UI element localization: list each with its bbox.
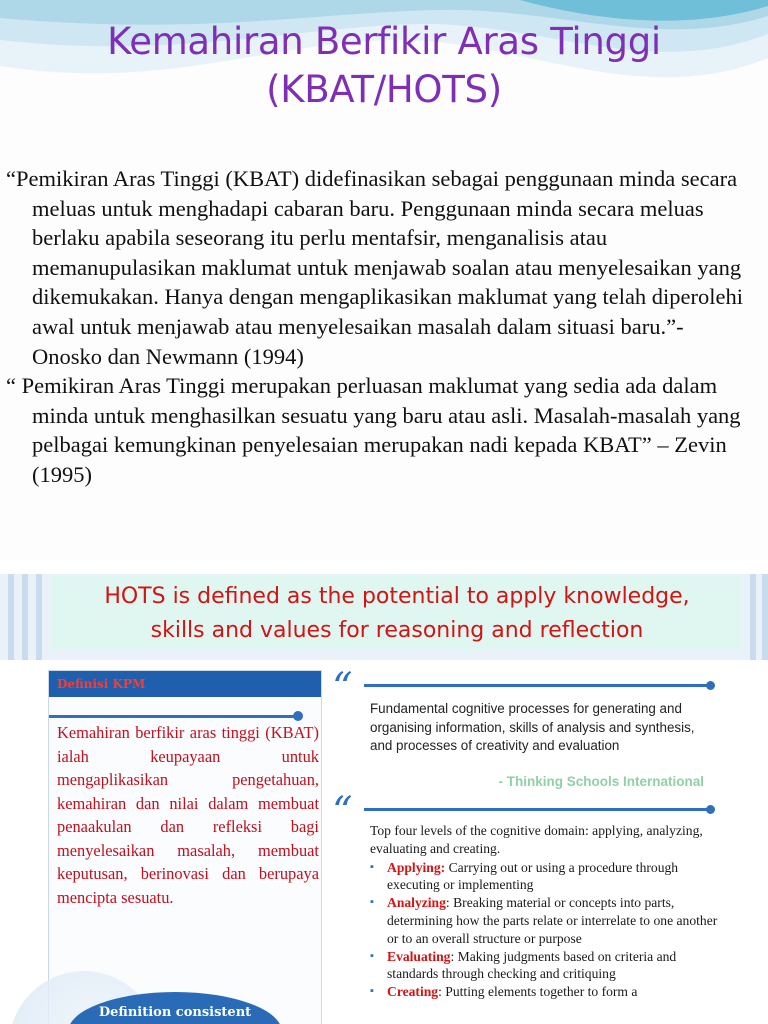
slide-hots-definitions	[0, 574, 768, 1024]
bloom-desc: : Putting elements together to form a	[438, 984, 638, 1000]
title-line-1: Kemahiran Berfikir Aras Tinggi	[107, 20, 661, 63]
bloom-term: Evaluating	[387, 948, 451, 964]
tsi-source: - Thinking Schools International	[498, 774, 704, 789]
hots-definition-banner	[52, 576, 742, 650]
quote-divider-1	[364, 684, 708, 687]
quote-divider-2	[364, 808, 708, 811]
bullet-icon: ▪	[370, 985, 374, 998]
bloom-item-analyzing	[370, 894, 720, 947]
bloom-item-applying	[370, 859, 720, 895]
quote-mark-2: “	[332, 789, 353, 835]
banner-line-1: HOTS is defined as the potential to apply knowledge,	[104, 584, 690, 609]
definition-consistent-badge: Definition consistent	[68, 992, 282, 1024]
bloom-term: Creating	[387, 984, 439, 1000]
bloom-desc: : Making judgments based on criteria and standards through checking and critiquing	[387, 948, 677, 982]
bloom-levels-text	[370, 822, 720, 1001]
bloom-desc: Carrying out or using a procedure through executing or implementing	[387, 859, 679, 893]
bullet-icon: ▪	[370, 860, 374, 873]
kpm-definition-text: Kemahiran berfikir aras tinggi (KBAT) ialah keupayaan untuk mengaplikasikan pengetahuan, kemahiran dan nilai dalam membuat penaakulan dan refleksi bagi menyelesaikan masalah, membuat keputusan, berinovasi dan berupaya mencipta sesuatu.	[57, 723, 319, 907]
title-line-2: (KBAT/HOTS)	[266, 68, 502, 111]
definition-quotes	[6, 164, 756, 490]
bloom-desc: : Breaking material or concepts into parts, determining how the parts relate or interrelate to one another or to an overall structure or purpose	[387, 895, 718, 946]
quote-divider-dot-2	[706, 805, 715, 814]
kpm-divider-dot	[293, 711, 303, 721]
bloom-item-evaluating	[370, 948, 720, 984]
bullet-icon: ▪	[370, 896, 374, 909]
banner-line-2: skills and values for reasoning and reflection	[150, 618, 644, 643]
quote-divider-dot-1	[706, 681, 715, 690]
kpm-divider-line	[49, 715, 297, 718]
bloom-term: Applying:	[387, 859, 446, 875]
bloom-term: Analyzing	[387, 895, 446, 911]
quote-onosko-newmann: “Pemikiran Aras Tinggi (KBAT) didefinasikan sebagai penggunaan minda secara meluas untuk menghadapi cabaran baru. Penggunaan minda secara meluas berlaku apabila seseorang itu perlu mentafsir, menganalisis atau memanupulasikan maklumat untuk menjawab soalan atau menyelesaikan yang dikemukakan. Hanya dengan mengaplikasikan maklumat yang telah diperolehi awal untuk menjawab atau menyelesaikan masalah dalam situasi baru.”- Onosko dan Newmann (1994)	[6, 166, 744, 369]
bloom-intro: Top four levels of the cognitive domain: applying, analyzing, evaluating and creating.	[370, 823, 703, 856]
quote-mark-1: “	[332, 665, 353, 711]
quote-zevin: “ Pemikiran Aras Tinggi merupakan perluasan maklumat yang sedia ada dalam minda untuk menghasilkan sesuatu yang baru atau asli. Masalah-masalah yang pelbagai kemungkinan penyelesaian merupakan nadi kepada KBAT” – Zevin (1995)	[6, 373, 741, 487]
bloom-item-creating	[370, 983, 720, 1001]
kpm-header: Definisi KPM	[49, 671, 321, 697]
kpm-definition-panel	[48, 670, 322, 1024]
slide-title	[0, 18, 768, 114]
tsi-definition-text: Fundamental cognitive processes for generating and organising information, skills of analysis and synthesis, and processes of creativity and evaluation	[370, 701, 695, 754]
bullet-icon: ▪	[370, 949, 374, 962]
